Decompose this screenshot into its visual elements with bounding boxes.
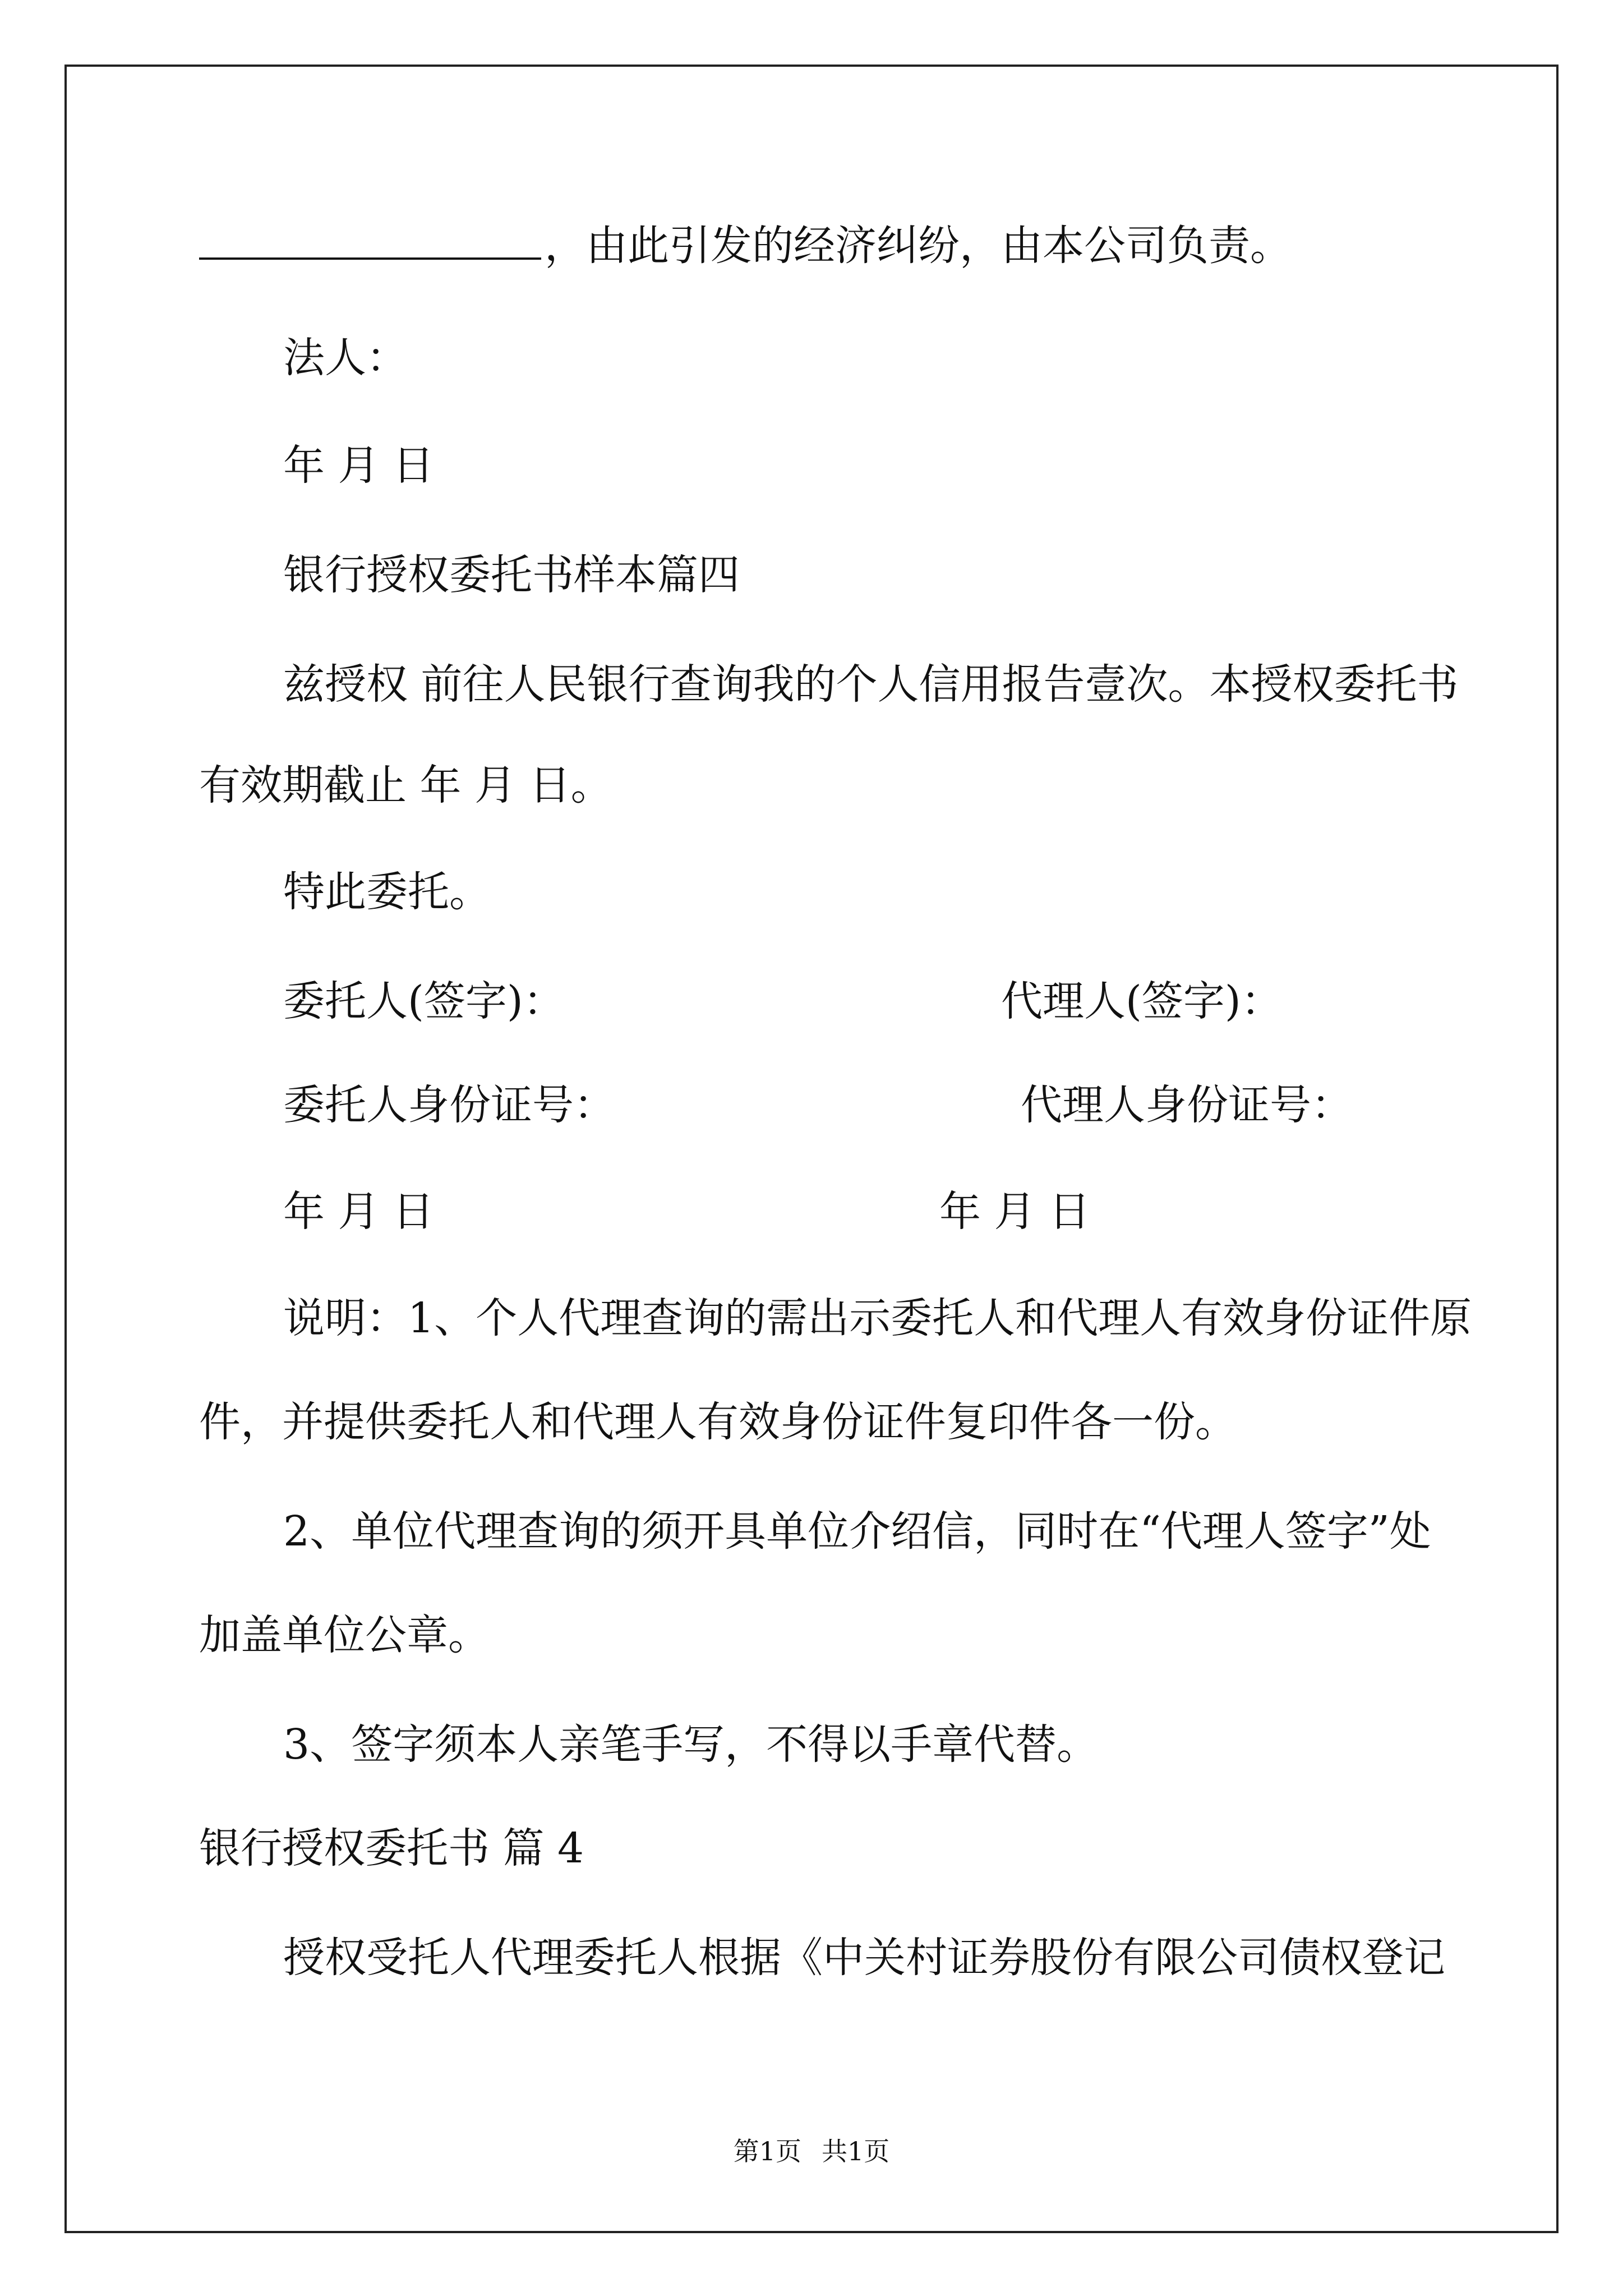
page-number: 第1页 [733, 2136, 801, 2166]
agent-id-label: 代理人身份证号： [1021, 1081, 1353, 1129]
text-line-13: 说明：1、个人代理查询的需出示委托人和代理人有效身份证件原 [283, 1294, 1472, 1342]
text-line-7: 特此委托。 [283, 868, 491, 916]
fill-in-blank [199, 218, 541, 260]
section-heading-4: 银行授权委托书样本篇四 [283, 551, 740, 599]
text-line-14: 件，并提供委托人和代理人有效身份证件复印件各一份。 [199, 1398, 1237, 1446]
text-line-16: 加盖单位公章。 [199, 1611, 490, 1659]
text-line-17: 3、签字须本人亲笔手写，不得以手章代替。 [283, 1720, 1099, 1769]
page-footer [0, 2134, 1623, 2168]
section-heading-18: 银行授权委托书 篇 4 [199, 1824, 584, 1872]
text-line-6: 有效期截止 年 月 日。 [199, 761, 612, 809]
text-line-5: 兹授权 前往人民银行查询我的个人信用报告壹次。本授权委托书 [283, 660, 1459, 708]
text-line-1: ，由此引发的经济纠纷，由本公司负责。 [199, 218, 1292, 274]
text-line-3: 年 月 日 [283, 441, 435, 490]
text-line-2: 法人： [283, 334, 408, 382]
principal-signature-label: 委托人(签字)： [283, 977, 565, 1025]
text-line-15: 2、单位代理查询的须开具单位介绍信，同时在“代理人签字”处 [283, 1507, 1431, 1556]
text-line-19: 授权受托人代理委托人根据《中关村证券股份有限公司债权登记 [283, 1934, 1445, 1982]
principal-id-label: 委托人身份证号： [283, 1081, 615, 1129]
page-total: 共1页 [822, 2136, 890, 2166]
agent-date-line: 年 月 日 [939, 1188, 1091, 1236]
agent-signature-label: 代理人(签字)： [1001, 977, 1283, 1025]
page-border [64, 65, 1559, 2233]
principal-date-line: 年 月 日 [283, 1188, 435, 1236]
